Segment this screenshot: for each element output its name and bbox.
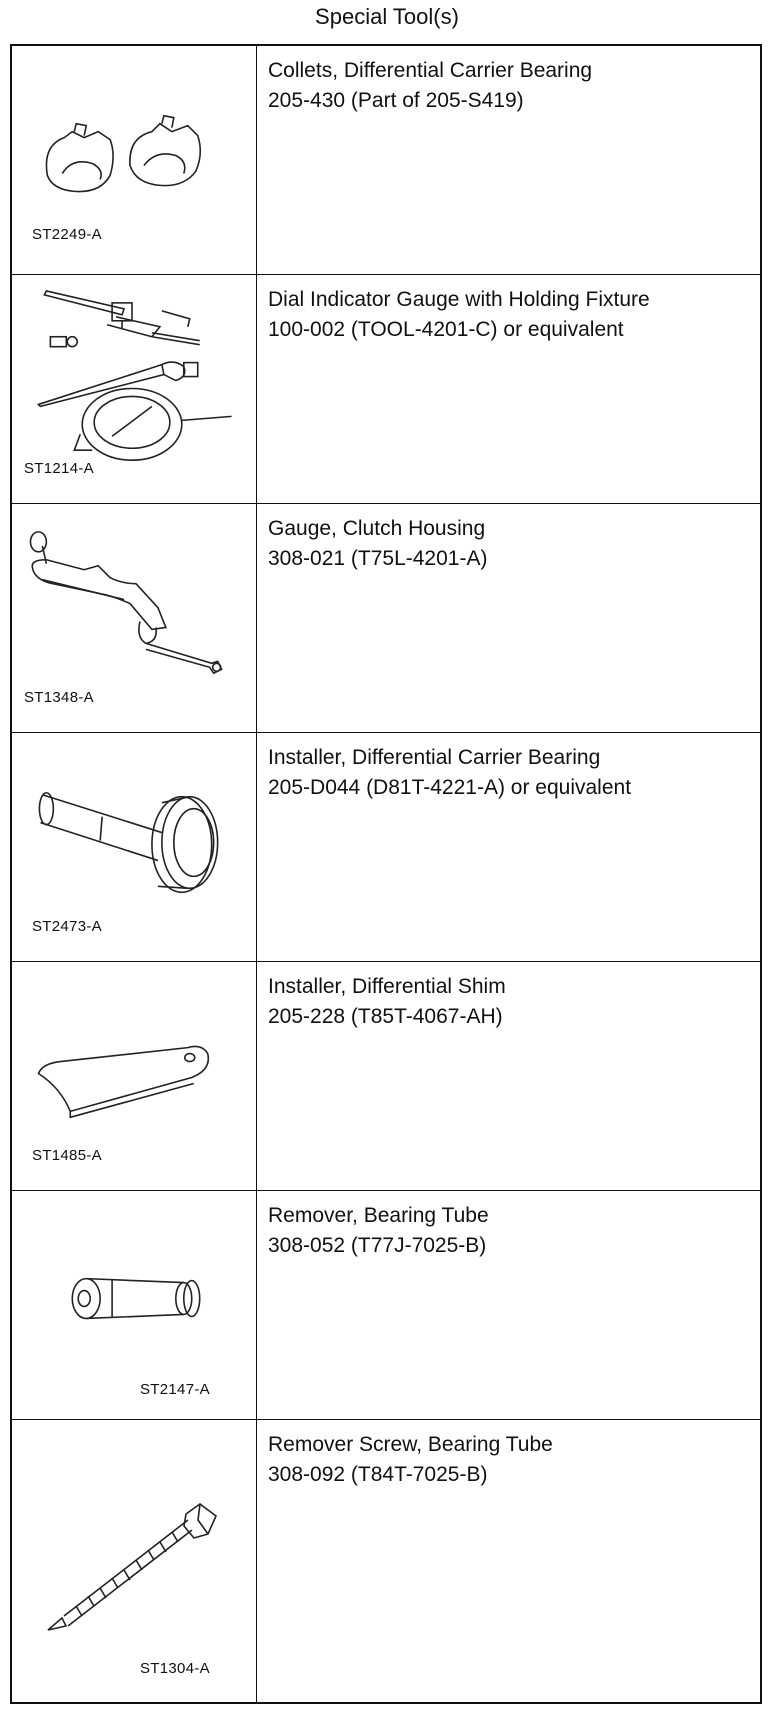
tool-row bbox=[12, 1420, 760, 1702]
remover-screw-icon bbox=[12, 1420, 257, 1702]
tool-code: ST1485-A bbox=[32, 1147, 102, 1164]
tool-name: Collets, Differential Carrier Bearing bbox=[268, 59, 593, 82]
tool-row bbox=[12, 504, 760, 733]
tool-name: Installer, Differential Carrier Bearing bbox=[268, 746, 601, 769]
tool-number: 100-002 (TOOL-4201-C) or equivalent bbox=[268, 318, 624, 341]
tool-description bbox=[268, 285, 650, 345]
tool-number: 308-021 (T75L-4201-A) bbox=[268, 547, 488, 570]
tool-description bbox=[268, 514, 487, 574]
tool-image-cell bbox=[12, 46, 257, 274]
tool-code: ST1214-A bbox=[24, 460, 94, 477]
tool-row bbox=[12, 275, 760, 504]
tool-description bbox=[268, 1201, 489, 1261]
tool-code: ST2473-A bbox=[32, 918, 102, 935]
tool-code: ST1304-A bbox=[140, 1660, 210, 1677]
page-title: Special Tool(s) bbox=[315, 4, 459, 29]
tool-row bbox=[12, 962, 760, 1191]
tool-code: ST2249-A bbox=[32, 226, 102, 243]
tool-image-cell bbox=[12, 1420, 257, 1702]
bearing-tube-remover-icon bbox=[12, 1191, 257, 1419]
tool-description bbox=[268, 972, 506, 1032]
tool-code: ST1348-A bbox=[24, 689, 94, 706]
tool-row bbox=[12, 1191, 760, 1420]
tool-number: 205-430 (Part of 205-S419) bbox=[268, 89, 524, 112]
tool-row bbox=[12, 46, 760, 275]
tool-name: Gauge, Clutch Housing bbox=[268, 517, 486, 540]
tool-name: Installer, Differential Shim bbox=[268, 975, 506, 998]
tool-row bbox=[12, 733, 760, 962]
tool-description bbox=[268, 56, 592, 116]
tool-name: Dial Indicator Gauge with Holding Fixture bbox=[268, 288, 650, 311]
tool-image-cell bbox=[12, 733, 257, 961]
tool-description bbox=[268, 1430, 553, 1490]
tool-number: 205-D044 (D81T-4221-A) or equivalent bbox=[268, 776, 632, 799]
tool-code: ST2147-A bbox=[140, 1381, 210, 1398]
tool-description bbox=[268, 743, 631, 803]
tool-name: Remover Screw, Bearing Tube bbox=[268, 1433, 553, 1456]
tool-number: 308-092 (T84T-7025-B) bbox=[268, 1463, 488, 1486]
tool-image-cell bbox=[12, 504, 257, 732]
tool-image-cell bbox=[12, 1191, 257, 1419]
tool-image-cell bbox=[12, 962, 257, 1190]
tool-number: 205-228 (T85T-4067-AH) bbox=[268, 1005, 503, 1028]
tool-image-cell bbox=[12, 275, 257, 503]
tool-name: Remover, Bearing Tube bbox=[268, 1204, 489, 1227]
special-tools-table bbox=[10, 44, 762, 1704]
tool-number: 308-052 (T77J-7025-B) bbox=[268, 1234, 487, 1257]
